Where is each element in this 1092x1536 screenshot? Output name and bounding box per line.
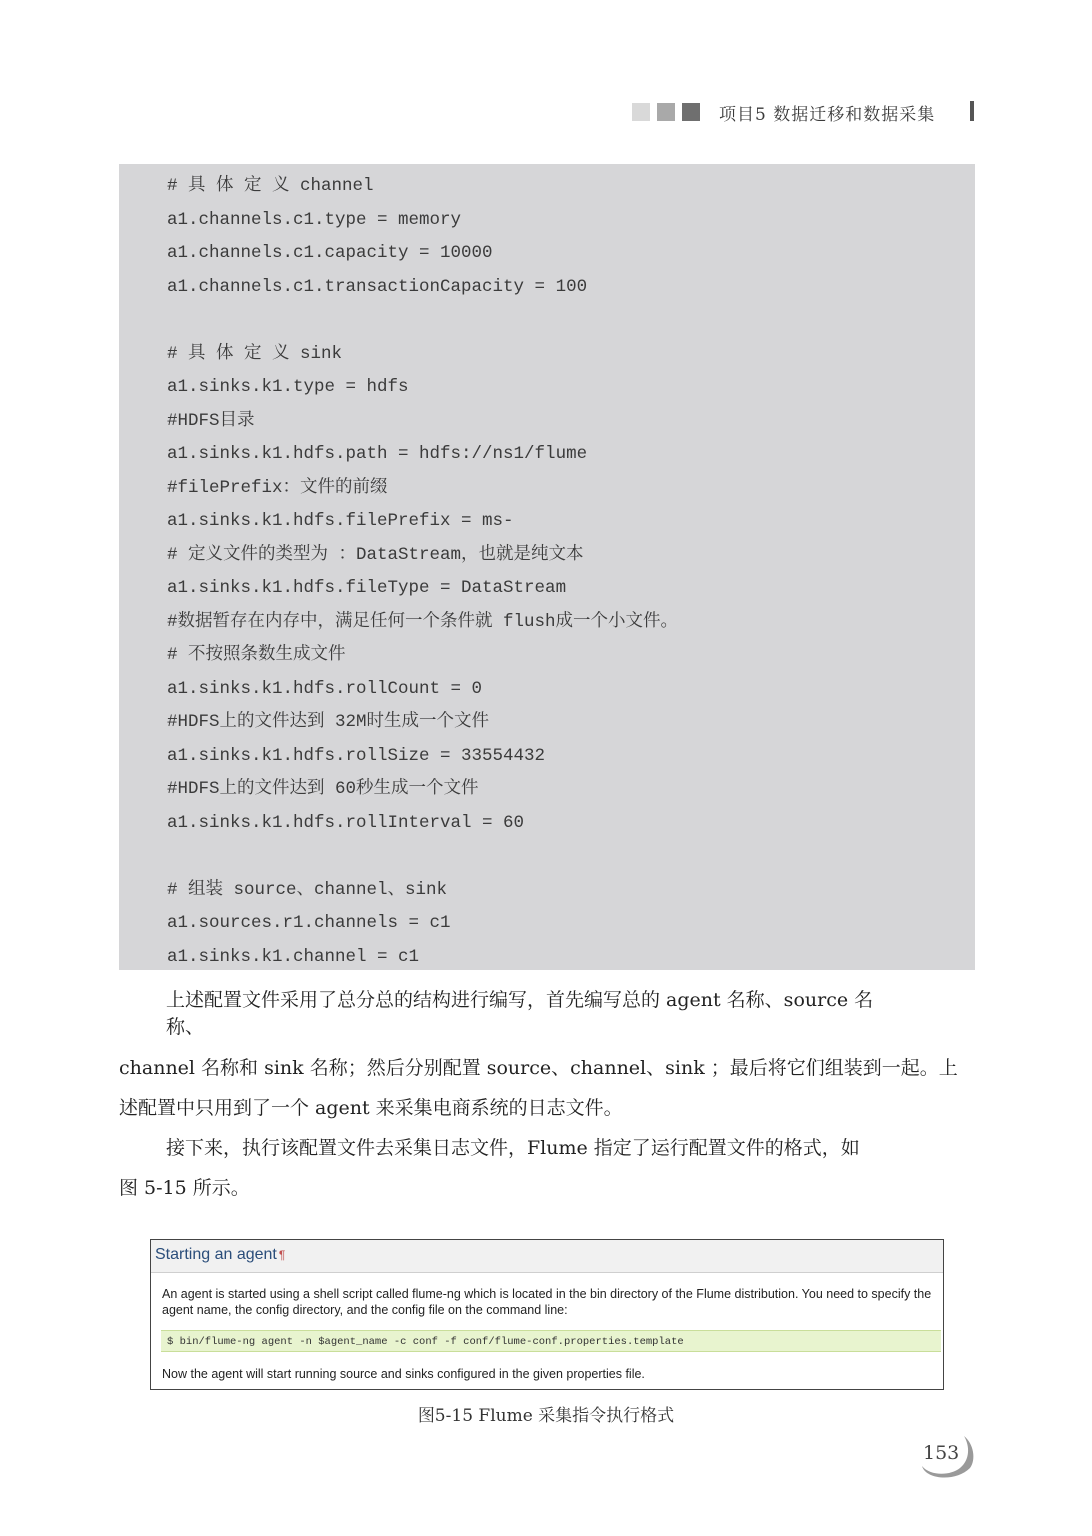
code-line: # 不按照条数生成文件 <box>167 645 346 665</box>
figure-caption: 图5-15 Flume 采集指令执行格式 <box>417 1406 675 1426</box>
code-line <box>167 304 678 338</box>
code-line <box>167 840 678 874</box>
running-header <box>632 96 935 128</box>
paragraph-2-line-2: 图 5-15 所示。 <box>119 1177 250 1199</box>
code-line: a1.sinks.k1.hdfs.rollInterval = 60 <box>167 812 525 833</box>
figure-command: $ bin/flume-ng agent -n $agent_name -c conf -f conf/flume-conf.properties.template <box>161 1330 941 1352</box>
pilcrow-icon: ¶ <box>278 1248 286 1262</box>
header-bar <box>970 101 974 121</box>
paragraph-1-line-3: channel 名称和 sink 名称；然后分别配置 source、channel、sink ；最后将它们组装到一起。上 <box>119 1057 958 1079</box>
code-block <box>119 164 975 970</box>
figure-title-text: Starting an agent <box>155 1246 277 1263</box>
code-lines <box>167 170 678 974</box>
code-line: a1.sinks.k1.channel = c1 <box>167 946 420 967</box>
code-line: a1.channels.c1.type = memory <box>167 209 462 230</box>
code-line: #HDFS上的文件达到 32M时生成一个文件 <box>167 712 490 732</box>
header-square-dark <box>682 103 700 121</box>
code-line: #数据暂存在内存中，满足任何一个条件就 flush成一个小文件。 <box>167 611 679 632</box>
page-number: 153 <box>923 1442 960 1464</box>
code-line: a1.channels.c1.capacity = 10000 <box>167 243 493 263</box>
code-line: a1.sinks.k1.hdfs.fileType = DataStream <box>167 578 567 598</box>
paragraph-1-line-4: 述配置中只用到了一个 agent 来采集电商系统的日志文件。 <box>119 1097 623 1119</box>
header-square-light <box>632 103 650 121</box>
paragraph-1-line-1: 上述配置文件采用了总分总的结构进行编写，首先编写总的 agent 名称、source 名 <box>166 989 874 1011</box>
code-line: # 定义文件的类型为 ：DataStream，也就是纯文本 <box>167 544 584 565</box>
figure-screenshot <box>150 1239 944 1390</box>
code-line: #filePrefix：文件的前缀 <box>167 477 388 498</box>
page-number-badge <box>916 1430 978 1482</box>
figure-title <box>155 1246 285 1264</box>
code-line: # 具 体 定 义 channel <box>167 176 374 196</box>
chapter-title: 项目5 数据迁移和数据采集 <box>719 104 936 125</box>
figure-header <box>151 1240 943 1273</box>
code-line: a1.sinks.k1.hdfs.path = hdfs://ns1/flume <box>167 444 588 464</box>
code-line: a1.sinks.k1.hdfs.rollCount = 0 <box>167 678 483 699</box>
code-line: #HDFS目录 <box>167 410 255 431</box>
code-line: a1.sinks.k1.type = hdfs <box>167 377 409 397</box>
paragraph-1-line-2: 称、 <box>166 1016 205 1038</box>
code-line: a1.channels.c1.transactionCapacity = 100 <box>167 276 588 297</box>
paragraph-2-line-1: 接下来，执行该配置文件去采集日志文件，Flume 指定了运行配置文件的格式，如 <box>166 1137 860 1159</box>
code-line: a1.sources.r1.channels = c1 <box>167 913 451 933</box>
code-line: #HDFS上的文件达到 60秒生成一个文件 <box>167 779 479 799</box>
code-line: # 具 体 定 义 sink <box>167 343 343 364</box>
code-line: # 组装 source、channel、sink <box>167 879 448 900</box>
code-line: a1.sinks.k1.hdfs.rollSize = 33554432 <box>167 745 546 766</box>
code-line: a1.sinks.k1.hdfs.filePrefix = ms- <box>167 511 514 531</box>
header-square-medium <box>657 103 675 121</box>
figure-note: Now the agent will start running source and sinks configured in the given properties file. <box>162 1367 645 1381</box>
figure-description: An agent is started using a shell script called flume-ng which is located in the bin directory of the Flume distribution. You need to specify the agent name, the config directory, and the config file on the command line: <box>162 1287 932 1317</box>
